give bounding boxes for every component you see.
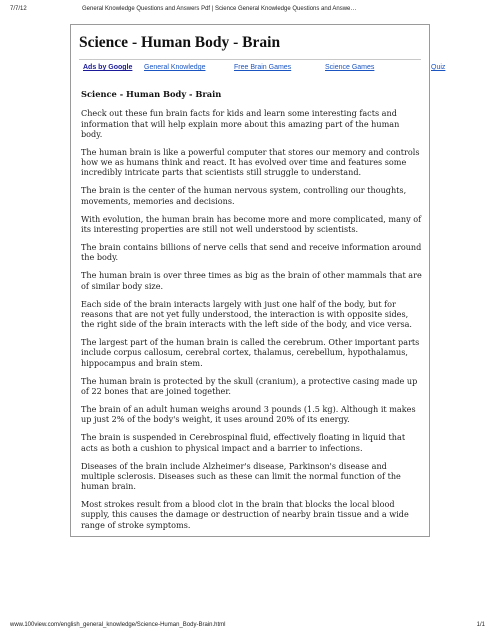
article-paragraph: The brain is the center of the human nervous system, controlling our thoughts, movements, memories and decisions. (81, 185, 407, 206)
print-footer (10, 622, 485, 632)
ads-by-google-link[interactable]: Ads by Google (83, 64, 133, 71)
article-paragraph: Each side of the brain interacts largely with just one half of the body, but for reasons that are not yet fully understood, the interaction is with opposite sides, the right side of the brain interacts with the left side of the body, and vice versa. (81, 298, 413, 330)
nav-link-quiz[interactable]: Quiz (431, 64, 446, 71)
nav-link-free-brain-games[interactable]: Free Brain Games (234, 64, 292, 71)
page-header (79, 34, 446, 74)
link-bar (79, 59, 446, 74)
page-frame (70, 24, 446, 537)
print-date: 7/7/12 (10, 6, 27, 12)
print-document-title: General Knowledge Questions and Answers Pdf | Science General Knowledge Questions and Answe… (82, 6, 357, 12)
article-paragraph: The brain contains billions of nerve cells that send and receive information around the body. (81, 242, 422, 263)
nav-link-science-games[interactable]: Science Games (325, 64, 375, 71)
article-paragraph: The largest part of the human brain is called the cerebrum. Other important parts include corpus callosum, cerebral cortex, thalamus, cerebellum, hypothalamus, hippocampus and brain stem. (81, 337, 420, 368)
page-title: Science - Human Body - Brain (79, 34, 281, 51)
print-url: www.100view.com/english_general_knowledge/Science-Human_Body-Brain.html (10, 622, 226, 628)
print-page-number: 1/1 (476, 622, 485, 628)
article-paragraph: The human brain is like a powerful computer that stores our memory and controls how we as humans think and react. It has evolved over time and features some incredibly intricate parts that scientists still struggle to understand. (81, 146, 420, 178)
article-heading: Science - Human Body - Brain (81, 89, 222, 99)
article-paragraph: Check out these fun brain facts for kids and learn some interesting facts and information that will help explain more about this amazing part of the human body. (81, 108, 400, 139)
article-paragraph: The brain is suspended in Cerebrospinal fluid, effectively floating in liquid that acts as both a cushion to physical impact and a barrier to infections. (81, 432, 406, 453)
article-paragraph: With evolution, the human brain has become more and more complicated, many of its interesting properties are still not well understood by scientists. (81, 213, 422, 235)
print-header (10, 6, 485, 18)
nav-link-general-knowledge[interactable]: General Knowledge (144, 64, 206, 71)
article-paragraph: The brain of an adult human weighs around 3 pounds (1.5 kg). Although it makes up just 2% of the body's weight, it uses around 20% of its energy. (81, 404, 416, 425)
article-paragraph: The human brain is over three times as big as the brain of other mammals that are of similar body size. (81, 270, 422, 291)
article-paragraph: Most strokes result from a blood clot in the brain that blocks the local blood supply, this causes the damage or destruction of nearby brain tissue and a wide range of stroke symptoms. (81, 499, 409, 530)
article-body (81, 89, 423, 538)
article-paragraph: The human brain is protected by the skull (cranium), a protective casing made up of 22 bones that are joined together. (81, 375, 418, 397)
article-paragraph: Diseases of the brain include Alzheimer's disease, Parkinson's disease and multiple sclerosis. Diseases such as these can limit the normal function of the human brain. (81, 460, 401, 492)
